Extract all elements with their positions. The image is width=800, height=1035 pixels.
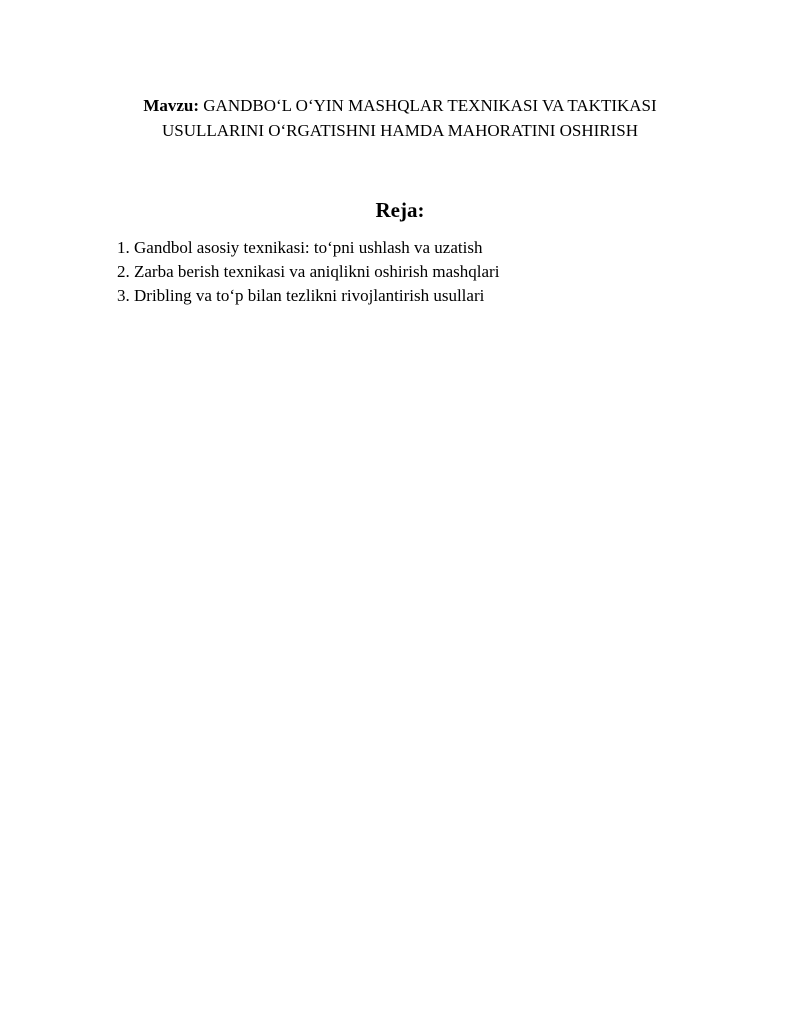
topic-title bbox=[100, 93, 700, 143]
topic-label: Mavzu: bbox=[143, 96, 200, 115]
topic-line-2: USULLARINI O‘RGATISHNI HAMDA MAHORATINI OSHIRISH bbox=[162, 121, 638, 140]
topic-line-1: GANDBO‘L O‘YIN MASHQLAR TEXNIKASI VA TAKTIKASI bbox=[203, 96, 657, 115]
plan-item-3: 3. Dribling va to‘p bilan tezlikni rivojlantirish usullari bbox=[117, 286, 485, 305]
plan-list bbox=[117, 236, 499, 308]
plan-item-2: 2. Zarba berish texnikasi va aniqlikni oshirish mashqlari bbox=[117, 262, 500, 281]
plan-heading: Reja: bbox=[375, 198, 425, 222]
plan-item-1: 1. Gandbol asosiy texnikasi: to‘pni ushlash va uzatish bbox=[117, 238, 483, 257]
